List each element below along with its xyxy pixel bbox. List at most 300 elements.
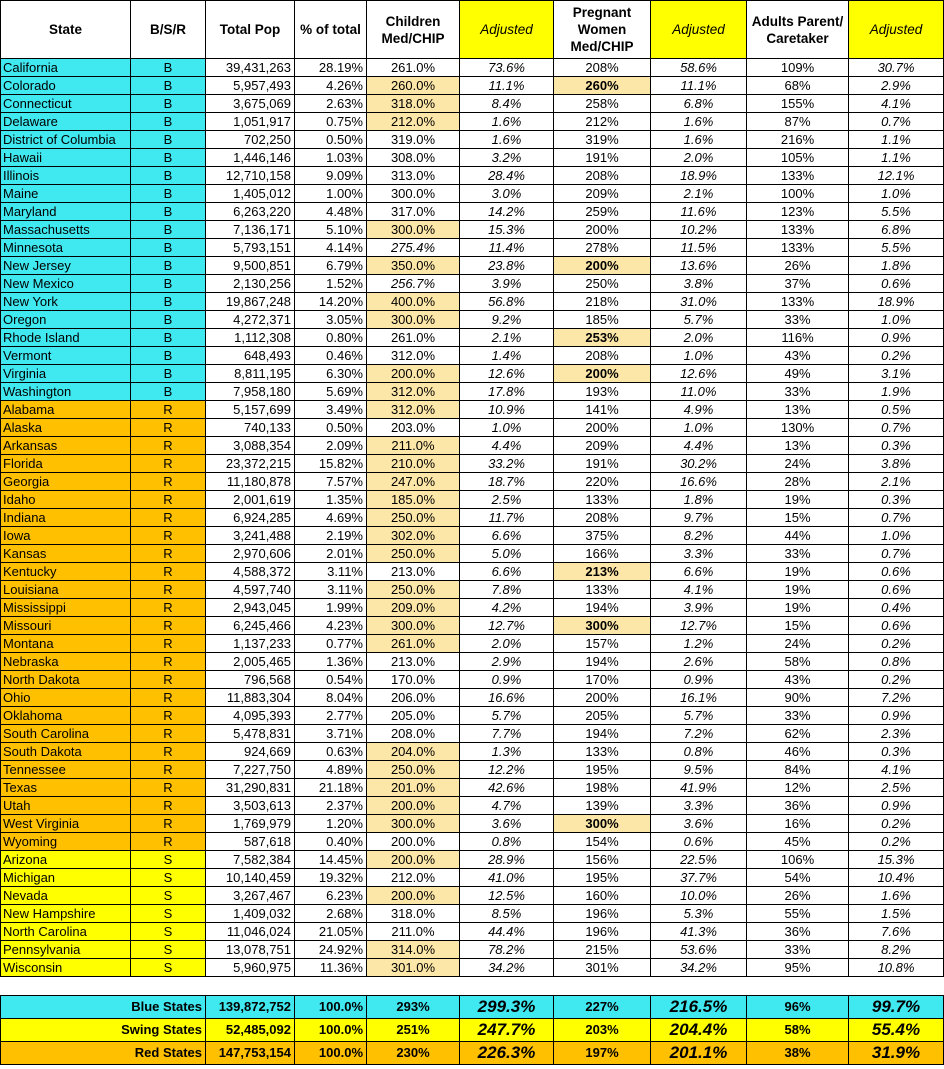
cell-children: 308.0% [367,149,460,167]
cell-pct-total: 3.11% [295,581,367,599]
cell-adults: 36% [747,797,849,815]
cell-total-pop: 796,568 [206,671,295,689]
cell-pct-total: 1.00% [295,185,367,203]
cell-pregnant: 196% [554,905,651,923]
cell-state: Washington [1,383,131,401]
cell-state: Utah [1,797,131,815]
cell-children: 350.0% [367,257,460,275]
cell-bsr: R [131,437,206,455]
cell-children: 261.0% [367,329,460,347]
cell-state: Pennsylvania [1,941,131,959]
table-row [1,833,944,851]
cell-adjusted-adults: 0.7% [849,509,944,527]
cell-total-pop: 12,710,158 [206,167,295,185]
cell-adjusted-pregnant: 2.0% [651,149,747,167]
cell-adjusted-adults: 1.0% [849,311,944,329]
cell-bsr: R [131,725,206,743]
cell-state: Hawaii [1,149,131,167]
cell-bsr: B [131,383,206,401]
cell-state: New Jersey [1,257,131,275]
cell-adjusted-pregnant: 6.6% [651,563,747,581]
cell-total-pop: 6,263,220 [206,203,295,221]
cell-adjusted-adults: 0.2% [849,815,944,833]
cell-adults: 13% [747,401,849,419]
cell-total-pop: 5,157,699 [206,401,295,419]
cell-pct-total: 2.68% [295,905,367,923]
cell-adjusted-children: 23.8% [460,257,554,275]
cell-adjusted-pregnant: 12.6% [651,365,747,383]
summary-adults: 96% [747,996,849,1019]
summary-adjusted-children: 299.3% [460,996,554,1019]
cell-pregnant: 200% [554,221,651,239]
summary-children: 251% [367,1019,460,1042]
cell-total-pop: 5,957,493 [206,77,295,95]
cell-children: 204.0% [367,743,460,761]
cell-adjusted-pregnant: 1.2% [651,635,747,653]
cell-total-pop: 5,960,975 [206,959,295,977]
cell-pct-total: 4.89% [295,761,367,779]
cell-pct-total: 11.36% [295,959,367,977]
cell-children: 200.0% [367,833,460,851]
cell-adults: 123% [747,203,849,221]
table-row [1,617,944,635]
cell-adjusted-pregnant: 9.5% [651,761,747,779]
cell-pregnant: 300% [554,815,651,833]
summary-pct-total: 100.0% [295,996,367,1019]
cell-adjusted-adults: 30.7% [849,59,944,77]
cell-children: 260.0% [367,77,460,95]
table-row [1,239,944,257]
cell-adjusted-children: 6.6% [460,527,554,545]
cell-total-pop: 9,500,851 [206,257,295,275]
cell-adjusted-children: 78.2% [460,941,554,959]
cell-adults: 13% [747,437,849,455]
cell-bsr: R [131,509,206,527]
cell-bsr: B [131,365,206,383]
cell-total-pop: 4,597,740 [206,581,295,599]
cell-adjusted-adults: 0.6% [849,617,944,635]
cell-adults: 58% [747,653,849,671]
cell-adults: 133% [747,221,849,239]
cell-adjusted-adults: 3.8% [849,455,944,473]
cell-pct-total: 0.63% [295,743,367,761]
cell-total-pop: 19,867,248 [206,293,295,311]
summary-adjusted-adults: 31.9% [849,1042,944,1065]
table-row [1,455,944,473]
cell-pct-total: 2.01% [295,545,367,563]
cell-state: Oregon [1,311,131,329]
cell-total-pop: 5,478,831 [206,725,295,743]
cell-pct-total: 14.45% [295,851,367,869]
cell-children: 205.0% [367,707,460,725]
cell-bsr: R [131,473,206,491]
cell-adjusted-children: 41.0% [460,869,554,887]
cell-total-pop: 4,272,371 [206,311,295,329]
cell-adjusted-children: 56.8% [460,293,554,311]
cell-adults: 55% [747,905,849,923]
cell-adults: 45% [747,833,849,851]
cell-bsr: B [131,185,206,203]
cell-pregnant: 200% [554,419,651,437]
cell-bsr: S [131,941,206,959]
cell-pct-total: 15.82% [295,455,367,473]
cell-adults: 19% [747,491,849,509]
cell-adjusted-children: 14.2% [460,203,554,221]
cell-children: 200.0% [367,851,460,869]
cell-adjusted-adults: 18.9% [849,293,944,311]
summary-adjusted-pregnant: 201.1% [651,1042,747,1065]
cell-adjusted-adults: 10.8% [849,959,944,977]
cell-state: Montana [1,635,131,653]
summary-body [1,996,944,1065]
cell-children: 209.0% [367,599,460,617]
cell-state: West Virginia [1,815,131,833]
cell-total-pop: 7,582,384 [206,851,295,869]
cell-total-pop: 6,924,285 [206,509,295,527]
cell-pregnant: 278% [554,239,651,257]
cell-adjusted-children: 12.6% [460,365,554,383]
cell-pregnant: 200% [554,365,651,383]
cell-adults: 36% [747,923,849,941]
table-row [1,59,944,77]
cell-adjusted-pregnant: 2.1% [651,185,747,203]
cell-adults: 133% [747,293,849,311]
cell-children: 300.0% [367,221,460,239]
cell-pregnant: 166% [554,545,651,563]
cell-adjusted-pregnant: 30.2% [651,455,747,473]
table-row [1,509,944,527]
cell-bsr: B [131,293,206,311]
summary-total-pop: 139,872,752 [206,996,295,1019]
cell-total-pop: 10,140,459 [206,869,295,887]
cell-total-pop: 7,958,180 [206,383,295,401]
summary-adjusted-children: 247.7% [460,1019,554,1042]
cell-bsr: B [131,347,206,365]
cell-bsr: B [131,311,206,329]
cell-state: Idaho [1,491,131,509]
cell-adjusted-pregnant: 3.6% [651,815,747,833]
cell-adjusted-pregnant: 3.3% [651,797,747,815]
cell-children: 312.0% [367,347,460,365]
header-total-pop: Total Pop [206,1,295,59]
cell-pregnant: 208% [554,59,651,77]
cell-adults: 44% [747,527,849,545]
cell-bsr: B [131,221,206,239]
cell-adults: 26% [747,887,849,905]
table-row [1,473,944,491]
cell-adults: 26% [747,257,849,275]
summary-total-pop: 147,753,154 [206,1042,295,1065]
cell-state: Rhode Island [1,329,131,347]
cell-adjusted-children: 1.4% [460,347,554,365]
cell-adjusted-pregnant: 11.0% [651,383,747,401]
cell-bsr: R [131,797,206,815]
table-row [1,527,944,545]
cell-pct-total: 2.37% [295,797,367,815]
cell-pct-total: 5.10% [295,221,367,239]
cell-total-pop: 1,769,979 [206,815,295,833]
table-row [1,959,944,977]
cell-adults: 130% [747,419,849,437]
cell-pregnant: 185% [554,311,651,329]
table-row [1,491,944,509]
cell-adjusted-adults: 1.0% [849,185,944,203]
cell-adults: 87% [747,113,849,131]
cell-state: South Carolina [1,725,131,743]
table-row [1,77,944,95]
cell-children: 201.0% [367,779,460,797]
cell-state: South Dakota [1,743,131,761]
table-row [1,761,944,779]
cell-pct-total: 0.40% [295,833,367,851]
cell-adjusted-pregnant: 9.7% [651,509,747,527]
cell-state: Wisconsin [1,959,131,977]
cell-total-pop: 2,001,619 [206,491,295,509]
table-row [1,725,944,743]
cell-adjusted-children: 8.4% [460,95,554,113]
cell-pct-total: 0.46% [295,347,367,365]
cell-pregnant: 157% [554,635,651,653]
cell-adjusted-children: 0.9% [460,671,554,689]
cell-children: 212.0% [367,869,460,887]
cell-state: Kentucky [1,563,131,581]
cell-total-pop: 11,883,304 [206,689,295,707]
table-row [1,293,944,311]
cell-adults: 95% [747,959,849,977]
cell-total-pop: 5,793,151 [206,239,295,257]
cell-adjusted-children: 8.5% [460,905,554,923]
cell-children: 208.0% [367,725,460,743]
cell-total-pop: 3,267,467 [206,887,295,905]
cell-adjusted-adults: 2.5% [849,779,944,797]
cell-adjusted-adults: 0.2% [849,635,944,653]
cell-adjusted-children: 10.9% [460,401,554,419]
cell-pregnant: 133% [554,491,651,509]
cell-pregnant: 209% [554,437,651,455]
cell-adjusted-children: 16.6% [460,689,554,707]
table-row [1,851,944,869]
cell-bsr: R [131,563,206,581]
cell-bsr: B [131,95,206,113]
cell-adjusted-adults: 1.6% [849,887,944,905]
cell-adjusted-adults: 0.3% [849,743,944,761]
cell-bsr: S [131,869,206,887]
cell-pct-total: 14.20% [295,293,367,311]
cell-pregnant: 193% [554,383,651,401]
cell-adjusted-adults: 0.6% [849,275,944,293]
cell-adults: 33% [747,707,849,725]
cell-state: California [1,59,131,77]
cell-adults: 84% [747,761,849,779]
cell-adults: 116% [747,329,849,347]
cell-state: Indiana [1,509,131,527]
summary-label: Swing States [1,1019,206,1042]
table-body [1,59,944,977]
cell-children: 256.7% [367,275,460,293]
summary-children: 293% [367,996,460,1019]
cell-bsr: S [131,959,206,977]
cell-children: 313.0% [367,167,460,185]
table-row [1,149,944,167]
cell-state: Arkansas [1,437,131,455]
cell-state: Delaware [1,113,131,131]
cell-adjusted-pregnant: 0.8% [651,743,747,761]
cell-pregnant: 319% [554,131,651,149]
cell-children: 400.0% [367,293,460,311]
cell-pregnant: 200% [554,257,651,275]
summary-pregnant: 197% [554,1042,651,1065]
cell-pregnant: 205% [554,707,651,725]
cell-adjusted-adults: 0.6% [849,581,944,599]
cell-pct-total: 3.05% [295,311,367,329]
cell-state: Mississippi [1,599,131,617]
cell-adjusted-children: 4.2% [460,599,554,617]
summary-row-red [1,1042,944,1065]
table-row [1,545,944,563]
cell-state: New Mexico [1,275,131,293]
cell-adjusted-children: 5.0% [460,545,554,563]
cell-adjusted-adults: 2.3% [849,725,944,743]
cell-pregnant: 154% [554,833,651,851]
cell-adults: 33% [747,311,849,329]
cell-adjusted-adults: 2.9% [849,77,944,95]
cell-pregnant: 260% [554,77,651,95]
cell-adjusted-children: 1.0% [460,419,554,437]
cell-adults: 19% [747,599,849,617]
cell-state: Maryland [1,203,131,221]
cell-adults: 16% [747,815,849,833]
cell-state: Oklahoma [1,707,131,725]
summary-adjusted-adults: 99.7% [849,996,944,1019]
cell-adjusted-pregnant: 12.7% [651,617,747,635]
summary-adjusted-children: 226.3% [460,1042,554,1065]
cell-adults: 216% [747,131,849,149]
cell-adults: 46% [747,743,849,761]
cell-adjusted-pregnant: 31.0% [651,293,747,311]
cell-adults: 68% [747,77,849,95]
cell-adjusted-pregnant: 3.8% [651,275,747,293]
summary-children: 230% [367,1042,460,1065]
cell-pct-total: 9.09% [295,167,367,185]
cell-adjusted-pregnant: 3.9% [651,599,747,617]
cell-adjusted-pregnant: 4.4% [651,437,747,455]
cell-bsr: S [131,905,206,923]
cell-adjusted-adults: 0.7% [849,113,944,131]
table-row [1,185,944,203]
cell-pregnant: 208% [554,509,651,527]
cell-adjusted-pregnant: 34.2% [651,959,747,977]
cell-pct-total: 4.14% [295,239,367,257]
cell-adjusted-pregnant: 11.6% [651,203,747,221]
cell-pct-total: 3.71% [295,725,367,743]
cell-bsr: B [131,131,206,149]
cell-pregnant: 160% [554,887,651,905]
cell-total-pop: 587,618 [206,833,295,851]
table-row [1,689,944,707]
cell-adults: 24% [747,635,849,653]
cell-adjusted-children: 12.5% [460,887,554,905]
cell-adjusted-adults: 0.3% [849,437,944,455]
cell-adjusted-adults: 1.9% [849,383,944,401]
cell-pregnant: 208% [554,167,651,185]
table-row [1,563,944,581]
cell-pct-total: 4.48% [295,203,367,221]
cell-children: 318.0% [367,905,460,923]
cell-adjusted-children: 2.1% [460,329,554,347]
table-row [1,311,944,329]
cell-pregnant: 191% [554,455,651,473]
cell-total-pop: 6,245,466 [206,617,295,635]
cell-pregnant: 208% [554,347,651,365]
cell-children: 247.0% [367,473,460,491]
table-row [1,275,944,293]
cell-bsr: B [131,59,206,77]
cell-state: Maine [1,185,131,203]
cell-adjusted-pregnant: 18.9% [651,167,747,185]
cell-state: Vermont [1,347,131,365]
cell-adults: 15% [747,617,849,635]
cell-children: 185.0% [367,491,460,509]
cell-bsr: S [131,887,206,905]
table-row [1,923,944,941]
cell-adjusted-adults: 0.5% [849,401,944,419]
cell-pregnant: 250% [554,275,651,293]
cell-children: 200.0% [367,887,460,905]
cell-pregnant: 196% [554,923,651,941]
cell-adjusted-adults: 4.1% [849,95,944,113]
cell-adjusted-pregnant: 16.6% [651,473,747,491]
cell-adjusted-children: 28.9% [460,851,554,869]
cell-total-pop: 740,133 [206,419,295,437]
cell-pct-total: 0.80% [295,329,367,347]
cell-adjusted-adults: 1.0% [849,527,944,545]
cell-adjusted-pregnant: 3.3% [651,545,747,563]
cell-pregnant: 195% [554,869,651,887]
cell-pct-total: 6.23% [295,887,367,905]
cell-children: 312.0% [367,401,460,419]
cell-pregnant: 259% [554,203,651,221]
cell-pct-total: 0.50% [295,131,367,149]
cell-total-pop: 2,943,045 [206,599,295,617]
table-row [1,887,944,905]
cell-adjusted-pregnant: 1.0% [651,419,747,437]
cell-children: 300.0% [367,185,460,203]
cell-state: Ohio [1,689,131,707]
cell-bsr: B [131,149,206,167]
cell-adjusted-children: 11.4% [460,239,554,257]
cell-adjusted-pregnant: 5.7% [651,311,747,329]
cell-state: Tennessee [1,761,131,779]
cell-adjusted-children: 3.2% [460,149,554,167]
cell-pct-total: 1.99% [295,599,367,617]
cell-total-pop: 7,136,171 [206,221,295,239]
cell-pct-total: 0.50% [295,419,367,437]
cell-total-pop: 11,180,878 [206,473,295,491]
cell-adjusted-children: 1.6% [460,131,554,149]
cell-children: 300.0% [367,311,460,329]
cell-adjusted-pregnant: 7.2% [651,725,747,743]
cell-adjusted-adults: 0.4% [849,599,944,617]
cell-pct-total: 2.19% [295,527,367,545]
cell-adjusted-pregnant: 4.9% [651,401,747,419]
cell-adjusted-pregnant: 10.0% [651,887,747,905]
cell-adjusted-adults: 0.2% [849,671,944,689]
cell-state: Nevada [1,887,131,905]
cell-adults: 43% [747,671,849,689]
cell-adjusted-children: 34.2% [460,959,554,977]
cell-adjusted-adults: 1.5% [849,905,944,923]
cell-bsr: R [131,707,206,725]
